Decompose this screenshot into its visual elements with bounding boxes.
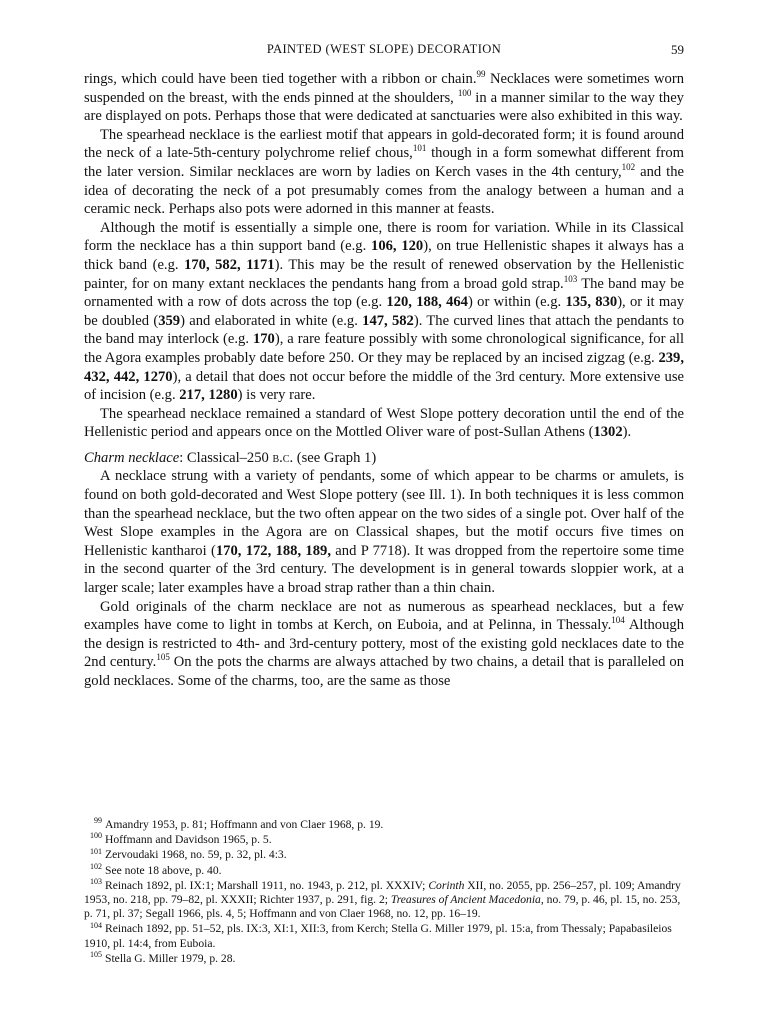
footnote-ref-105[interactable]: 105 — [156, 652, 170, 663]
footnote-ref-99[interactable]: 99 — [476, 69, 486, 80]
page-number: 59 — [671, 42, 684, 57]
footnote-99: $^{99}$ Amandry 1953, p. 81; Hoffmann and von Claer 1968, p. 19. — [94, 816, 384, 831]
footnote-ref-104[interactable]: 104 — [611, 615, 625, 626]
catalog-ref: 120, 188, 464 — [386, 294, 468, 311]
section-title: Charm necklace — [84, 449, 180, 466]
section-heading: Charm necklace: Classical–250 b.c. (see Graph 1) — [84, 449, 377, 466]
footnote-101: $^{101}$ Zervoudaki 1968, no. 59, p. 32, pl. 4:3. — [90, 846, 287, 862]
footnote-100: $^{100}$ Hoffmann and Davidson 1965, p. 5. — [90, 831, 272, 847]
paragraph-5: A necklace strung with a variety of pendants, some of which appear to be charms or amulets, is found on both gold-decorated and West Slope pottery (see Ill. 1). In both techniques it is less common than the spearhead necklace, but the two often appear on the two sides of a single pot. Over half of the West Slope examples in the Agora are on Classical shapes, but the motif occurs five times on Hellenistic kantharoi (170, 172, 188, 189, and P 7718). It was dropped from the repertoire some time in the second quarter of the 3rd century. The development is in general towards sloppier work, at a larger scale; later examples have a broad strap rather than a thin chain. — [84, 468, 684, 597]
footnote-ref-103[interactable]: 103 — [563, 273, 578, 284]
paragraph-1: rings, which could have been tied together with a ribbon or chain.$^{99}$ Necklaces were sometimes worn suspended on the breast, with the ends pinned at the shoulders, $^{100}$ in a manner similar to the way they are displayed on pots. Perhaps those that were dedicated at sanctuaries were also exhibited in this way. — [84, 69, 684, 125]
catalog-ref: 359 — [158, 312, 181, 329]
footnotes — [84, 818, 684, 967]
footnote-ref-102[interactable]: 102 — [621, 162, 636, 173]
catalog-ref: 170 — [252, 331, 275, 348]
paragraph-6: Gold originals of the charm necklace are not as numerous as spearhead necklaces, but a few examples have come to light in tombs at Kerch, on Euboia, and at Pelinna, in Thessaly.$^{104}$ Although the design is restricted to 4th- and 3rd-century pottery, most of the existing gold necklaces date to the 2nd century.$^{105}$ On the pots the charms are always attached by two chains, a detail that is paralleled on gold necklaces. Some of the charms, too, are the same as those — [84, 598, 684, 689]
footnote-ref-100[interactable]: 100 — [457, 87, 472, 98]
catalog-ref: 147, 582 — [362, 312, 414, 329]
paragraph-4: The spearhead necklace remained a standard of West Slope pottery decoration until the end of the Hellenistic period and appears once on the Mottled Oliver ware of post-Sullan Athens (1302). — [84, 405, 684, 441]
catalog-ref: 217, 1280 — [179, 387, 238, 404]
footnote-102: $^{102}$ See note 18 above, p. 40. — [90, 861, 222, 877]
catalog-ref: 170, 172, 188, 189, — [215, 542, 331, 559]
footnote-104: $^{104}$ Reinach 1892, pp. 51–52, pls. IX:3, XI:1, XII:3, from Kerch; Stella G. Miller 1979, pl. 15:a, from Thessaly; Papabasileios 1910, pl. 14:4, from Euboia. — [84, 920, 672, 950]
footnote-103: $^{103}$ Reinach 1892, pl. IX:1; Marshall 1911, no. 1943, p. 212, pl. XXXIV; Corinth XII, no. 2055, pp. 256–257, pl. 109; Amandry 1953, no. 218, pp. 79–82, pl. XXXII; Richter 1937, p. 291, fig. 2; Treasures of Ancient Macedonia, no. 79, p. 46, pl. 15, no. 253, p. 71, pl. 37; Segall 1966, pls. 4, 5; Hoffmann and von Claer 1968, no. 12, pp. 16–19. — [84, 876, 681, 921]
catalog-ref: 170, 582, 1171 — [184, 256, 275, 273]
paragraph-3: Although the motif is essentially a simple one, there is room for variation. While in its Classical form the necklace has a thin support band (e.g. 106, 120), on true Hellenistic shapes it always has a thick band (e.g. 170, 582, 1171). This may be the result of renewed observation by the Hellenistic painter, for on many extant necklaces the pendants hang from a broad gold strap.$^{103}$ The band may be ornamented with a row of dots across the top (e.g. 120, 188, 464) or within (e.g. 135, 830), or it may be doubled (359) and elaborated in white (e.g. 147, 582). The curved lines that attach the pendants to the band may interlock (e.g. 170), a rare feature possibly with some chronological significance, for all the Agora examples probably date before 250. Or they may be replaced by an incised zigzag (e.g. 239, 432, 442, 1270), a detail that does not occur before the middle of the 3rd century. More extensive use of incision (e.g. 217, 1280) is very rare. — [84, 219, 685, 404]
catalog-ref: 239, 432, 442, 1270 — [84, 349, 684, 385]
catalog-ref: 1302 — [593, 424, 623, 441]
running-head: PAINTED (WEST SLOPE) DECORATION — [266, 42, 502, 56]
footnote-105: $^{105}$ Stella G. Miller 1979, p. 28. — [90, 949, 236, 965]
catalog-ref: 106, 120 — [371, 238, 424, 255]
page-header — [84, 42, 684, 60]
paragraph-2: The spearhead necklace is the earliest motif that appears in gold-decorated form; it is found around the neck of a late-5th-century polychrome relief chous,$^{101}$ though in a form somewhat different from the later version. Similar necklaces are worn by ladies on Kerch vases in the 4th century,$^{102}$ and the idea of decorating the neck of a pot presumably comes from the analogy between a human and a ceramic neck. Perhaps also pots were adorned in this manner at feasts. — [84, 126, 685, 218]
catalog-ref: 135, 830 — [565, 294, 618, 311]
footnote-ref-101[interactable]: 101 — [412, 143, 427, 154]
body-text — [84, 70, 684, 691]
